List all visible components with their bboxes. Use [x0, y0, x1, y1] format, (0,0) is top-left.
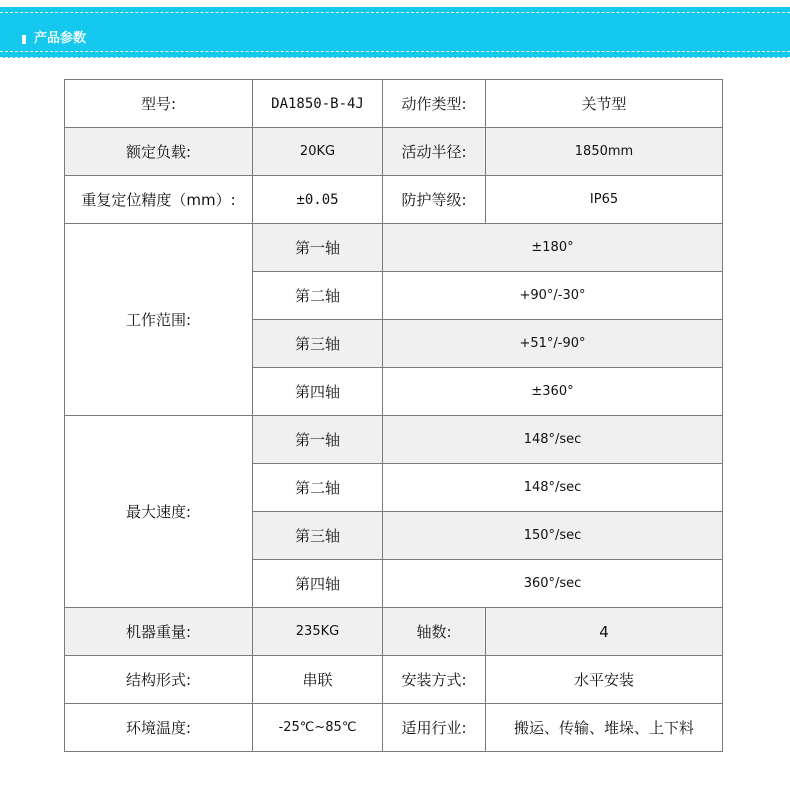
spec-label: 环境温度:	[65, 704, 253, 752]
axis-label: 第一轴	[253, 416, 383, 464]
spec-label: 结构形式:	[65, 656, 253, 704]
table-row	[65, 656, 723, 704]
spec-label: 活动半径:	[383, 128, 486, 176]
spec-value: 搬运、传输、堆垛、上下料	[486, 704, 723, 752]
section-title: 产品参数	[34, 31, 87, 46]
axis-speed-value: 148°/sec	[383, 416, 723, 464]
axis-speed-value: 360°/sec	[383, 560, 723, 608]
axis-label: 第三轴	[253, 320, 383, 368]
table-row	[65, 416, 723, 464]
spec-value: 关节型	[486, 80, 723, 128]
axis-range-value: ±180°	[383, 224, 723, 272]
axis-speed-value: 150°/sec	[383, 512, 723, 560]
spec-value: DA1850-B-4J	[253, 80, 383, 128]
table-row	[65, 704, 723, 752]
axis-range-value: +51°/-90°	[383, 320, 723, 368]
spec-label: 重复定位精度（mm）:	[65, 176, 253, 224]
table-row	[65, 128, 723, 176]
header-marker-icon	[22, 35, 26, 44]
table-row	[65, 80, 723, 128]
spec-value: 1850mm	[486, 128, 723, 176]
spec-label: 轴数:	[383, 608, 486, 656]
axis-label: 第三轴	[253, 512, 383, 560]
spec-label: 动作类型:	[383, 80, 486, 128]
axis-label: 第二轴	[253, 272, 383, 320]
work-range-label: 工作范围:	[65, 224, 253, 416]
spec-label: 适用行业:	[383, 704, 486, 752]
spec-value: 235KG	[253, 608, 383, 656]
axis-range-value: +90°/-30°	[383, 272, 723, 320]
spec-label: 型号:	[65, 80, 253, 128]
spec-label: 额定负载:	[65, 128, 253, 176]
axis-speed-value: 148°/sec	[383, 464, 723, 512]
spec-value: 串联	[253, 656, 383, 704]
table-row	[65, 224, 723, 272]
table-row	[65, 608, 723, 656]
spec-table	[64, 79, 723, 752]
section-header	[0, 7, 790, 58]
spec-label: 安装方式:	[383, 656, 486, 704]
spec-value: 水平安装	[486, 656, 723, 704]
axis-label: 第四轴	[253, 560, 383, 608]
max-speed-label: 最大速度:	[65, 416, 253, 608]
spec-value: 20KG	[253, 128, 383, 176]
spec-label: 机器重量:	[65, 608, 253, 656]
table-row	[65, 176, 723, 224]
spec-value: 4	[486, 608, 723, 656]
axis-label: 第二轴	[253, 464, 383, 512]
spec-label: 防护等级:	[383, 176, 486, 224]
spec-value: IP65	[486, 176, 723, 224]
spec-value: -25℃~85℃	[253, 704, 383, 752]
axis-range-value: ±360°	[383, 368, 723, 416]
axis-label: 第一轴	[253, 224, 383, 272]
spec-value: ±0.05	[253, 176, 383, 224]
axis-label: 第四轴	[253, 368, 383, 416]
